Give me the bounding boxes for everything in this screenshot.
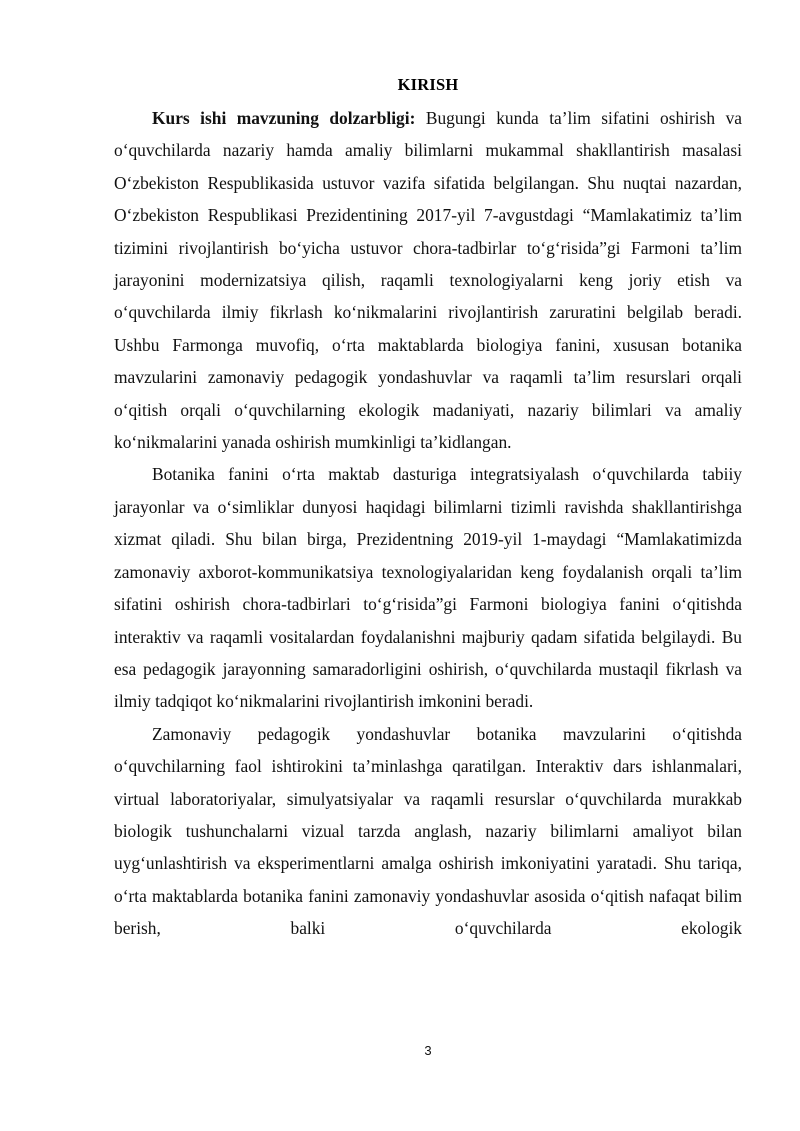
page-number: 3 [424, 1043, 432, 1058]
paragraph-lead: Kurs ishi mavzuning dolzarbligi: [152, 108, 416, 128]
paragraph-text: Zamonaviy pedagogik yondashuvlar botanika mavzularini o‘qitishda o‘quvchilarning faol ishtirokini ta’minlashga qaratilgan. Interaktiv dars ishlanmalari, virtual laboratoriyalar, simulyatsiyalar va raqamli resurslar o‘quvchilarda murakkab biologik tushunchalarni vizual tarzda anglash, nazariy bilimlarni amaliyot bilan uyg‘unlashtirish va eksperimentlarni amalga oshirish imkoniyatini yaratadi. Shu tariqa, o‘rta maktablarda botanika fanini zamonaviy yondashuvlar asosida o‘qitish nafaqat bilim berish, balki o‘quvchilarda ekologik [114, 723, 742, 939]
section-heading: KIRISH [397, 75, 459, 94]
paragraph-relevance [114, 102, 742, 458]
paragraph-text: Bugungi kunda ta’lim sifatini oshirish va o‘quvchilarda nazariy hamda amaliy bilimlarni mukammal shakllantirish masalasi O‘zbekiston Respublikasida ustuvor vazifa sifatida belgilangan. Shu nuqtai nazardan, O‘zbekiston Respublikasi Prezidentining 2017-yil 7-avgustdagi “Mamlakatimiz ta’lim tizimini rivojlantirish bo‘yicha ustuvor chora-tadbirlar to‘g‘risida”gi Farmoni ta’lim jarayonini modernizatsiya qilish, raqamli texnologiyalarni keng joriy etish va o‘quvchilarda ilmiy fikrlash ko‘nikmalarini rivojlantirish zaruratini belgilab beradi. Ushbu Farmonga muvofiq, o‘rta maktablarda biologiya fanini, xususan botanika mavzularini zamonaviy pedagogik yondashuvlar va raqamli ta’lim resurslari orqali o‘qitish orqali o‘quvchilarning ekologik madaniyati, nazariy bilimlari va amaliy ko‘nikmalarini yanada oshirish mumkinligi ta’kidlangan. [114, 108, 742, 453]
paragraph-text: Botanika fanini o‘rta maktab dasturiga integratsiyalash o‘quvchilarda tabiiy jarayonlar va o‘simliklar dunyosi haqidagi bilimlarni tizimli ravishda shakllantirishga xizmat qiladi. Shu bilan birga, Prezidentning 2019-yil 1-maydagi “Mamlakatimizda zamonaviy axborot-kommunikatsiya texnologiyalaridan keng foydalanish orqali ta’lim sifatini oshirish chora-tadbirlari to‘g‘risida”gi Farmoni biologiya fanini o‘qitishda interaktiv va raqamli vositalardan foydalanishni majburiy qadam sifatida belgilaydi. Bu esa pedagogik jarayonning samaradorligini oshirish, o‘quvchilarda mustaqil fikrlash va ilmiy tadqiqot ko‘nikmalarini rivojlantirish imkonini beradi. [114, 464, 742, 712]
body-text [114, 102, 742, 945]
paragraph-botany-integration [114, 458, 742, 717]
paragraph-modern-approaches [114, 718, 742, 945]
